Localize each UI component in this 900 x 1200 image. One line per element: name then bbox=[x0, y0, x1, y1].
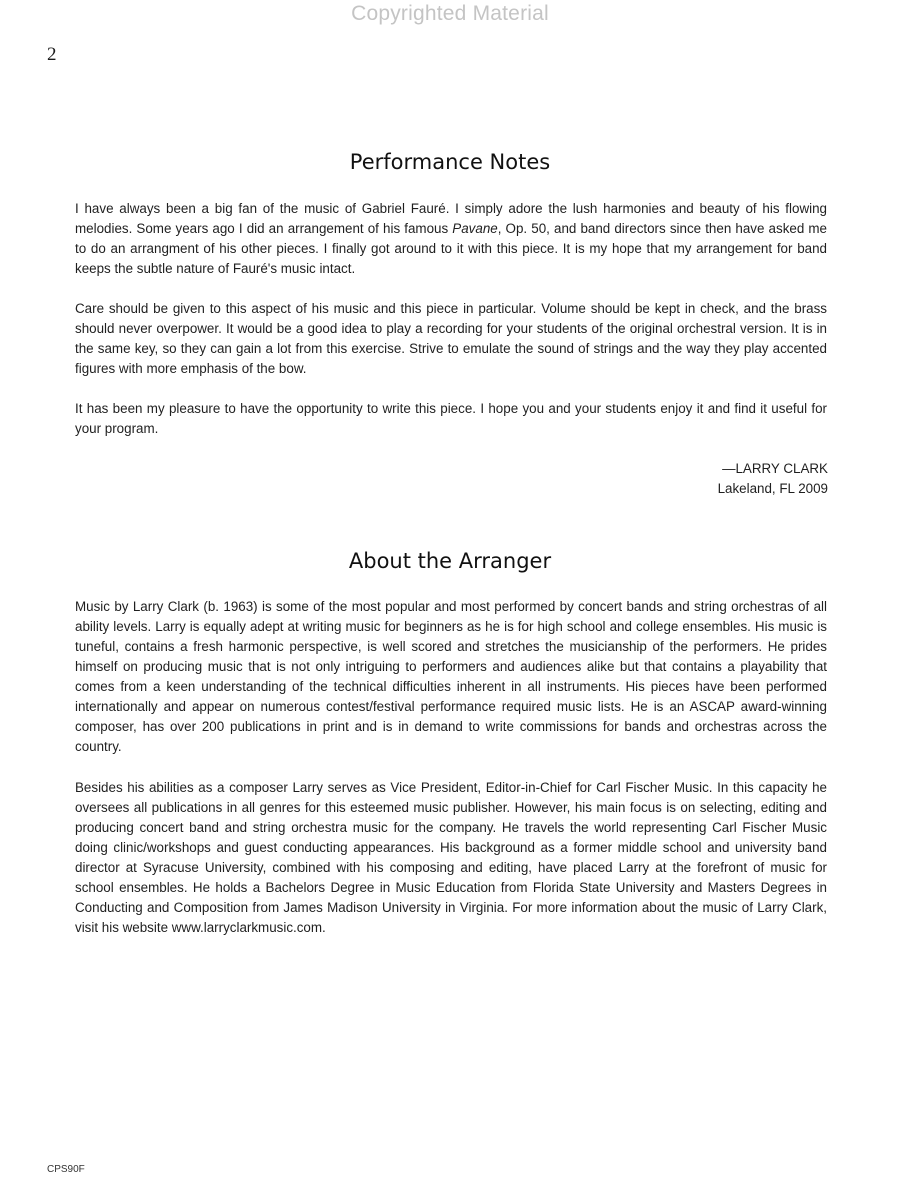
pavane-title: Pavane bbox=[452, 221, 498, 236]
performance-notes-heading: Performance Notes bbox=[349, 150, 551, 174]
performance-notes-p1-text-b: , Op. 50, and band directors since then have asked me to do an arrangment of his other pieces. I finally got around to it with this piece. It is my hope that my arrangement for band keeps the subtle nature of Fauré's music intact. bbox=[75, 221, 827, 276]
performance-notes-paragraph-3: It has been my pleasure to have the opportunity to write this piece. I hope you and your students enjoy it and find it useful for your program. bbox=[75, 401, 827, 436]
page-number: 2 bbox=[47, 44, 57, 65]
signature-block bbox=[718, 459, 828, 499]
performance-notes-paragraph-2: Care should be given to this aspect of his music and this piece in particular. Volume should be kept in check, and the brass should never overpower. It would be a good idea to play a recording for your students of the original orchestral version. It is in the same key, so they can gain a lot from this exercise. Strive to emulate the sound of strings and the way they play accented figures with more emphasis of the bow. bbox=[75, 301, 827, 376]
signature-place-date: Lakeland, FL 2009 bbox=[717, 481, 828, 496]
about-arranger-heading: About the Arranger bbox=[348, 549, 552, 573]
performance-notes-paragraph-1 bbox=[75, 199, 827, 279]
about-arranger-paragraph-1: Music by Larry Clark (b. 1963) is some of the most popular and most performed by concert bands and string orchestras of all ability levels. Larry is equally adept at writing music for beginners as he is for high school and college ensembles. His music is tuneful, contains a fresh harmonic perspective, is well scored and stretches the musicianship of the performers. He prides himself on producing music that is not only intriguing to performers and audiences alike but that contains a playability that comes from a keen understanding of the technical difficulties inherent in all instruments. His pieces have been performed internationally and appear on numerous contest/festival performance required music lists. He is an ASCAP award-winning composer, has over 200 publications in print and is in demand to write commissions for bands and orchestras across the country. bbox=[75, 599, 827, 754]
signature-name: —LARRY CLARK bbox=[722, 461, 828, 476]
copyright-watermark: Copyrighted Material bbox=[351, 2, 549, 25]
about-arranger-paragraph-2: Besides his abilities as a composer Larry serves as Vice President, Editor-in-Chief for Carl Fischer Music. In this capacity he oversees all publications in all genres for this esteemed music publisher. However, his main focus is on selecting, editing and producing concert band and string orchestra music for the company. He travels the world representing Carl Fischer Music doing clinic/workshops and guest conducting appearances. His background as a former middle school and university band director at Syracuse University, combined with his composing and editing, have placed Larry at the forefront of music for school ensembles. He holds a Bachelors Degree in Music Education from Florida State University and Masters Degrees in Conducting and Composition from James Madison University in Virginia. For more information about the music of Larry Clark, visit his website www.larryclarkmusic.com. bbox=[75, 780, 827, 935]
catalog-number: CPS90F bbox=[47, 1164, 85, 1175]
performance-notes-p1-text-a: I have always been a big fan of the music of Gabriel Fauré. I simply adore the lush harmonies and beauty of his flowing melodies. Some years ago I did an arrangement of his famous bbox=[75, 201, 827, 236]
